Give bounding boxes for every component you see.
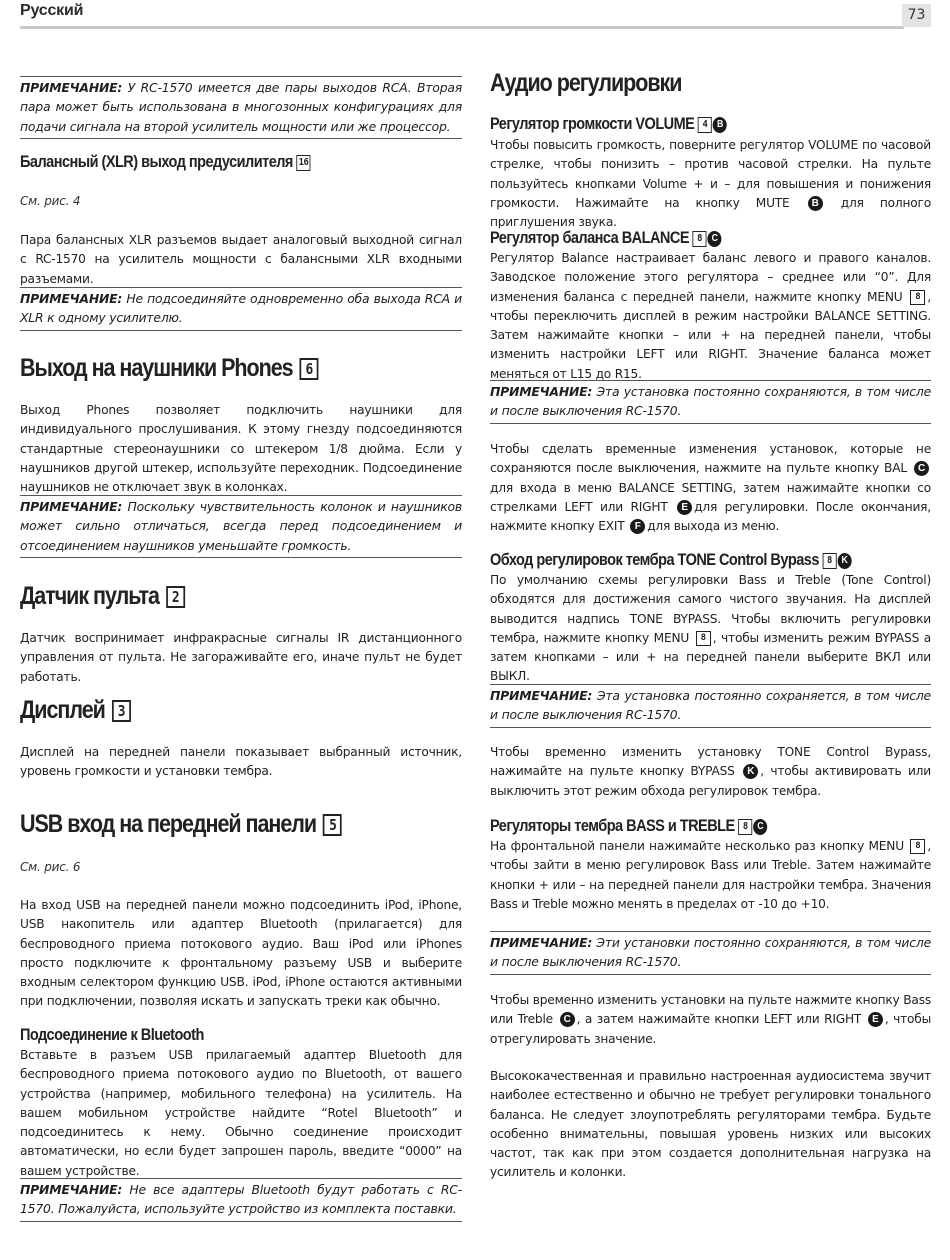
paragraph-sensor: Датчик воспринимает инфракрасные сигналы IR дистанционного управления от пульта. Не загораживайте его, иначе пульт не будет работать. xyxy=(20,631,462,684)
heading-xlr-output: Балансный (XLR) выход предусилителя 16 xyxy=(20,152,409,173)
paragraph-xlr: Пара балансных XLR разъемов выдает аналоговый выходной сигнал с RC-1570 на усилитель мощности с балансными XLR входными разъемами. xyxy=(20,233,462,286)
paragraph-balance: Регулятор Balance настраивает баланс левого и правого каналов. Заводское положение этого регулятора – среднее или “0”. Для изменения баланса с передней панели, нажмите кнопку MENU 8 , чтобы переключить дисплей в режим настройки BALANCE SETTING. Затем нажимайте кнопки – или + на передней панели, чтобы изменить настройки LEFT или RIGHT. Значение баланса может меняться от L15 до R15. xyxy=(490,251,931,381)
circle-key-icon: C xyxy=(560,1012,575,1027)
heading-audio-controls: Аудио регулировки xyxy=(490,69,682,97)
heading-bluetooth: Подсоединение к Bluetooth xyxy=(20,1026,204,1044)
paragraph-bluetooth: Вставьте в разъем USB прилагаемый адаптер Bluetooth для беспроводного приема потокового аудио по Bluetooth, от вашего устройства (например, мобильного телефона) на усилитель. На вашем мобильном устройстве найдите “Rotel Bluetooth” и подсоединитесь к нему. Обычно соединение происходит автоматически, но если будет запрошен пароль, введите “0000” на вашем устройстве. xyxy=(20,1048,462,1178)
heading-usb: USB вход на передней панели 5 xyxy=(20,809,400,839)
caption-xlr: См. рис. 4 xyxy=(20,194,81,208)
badge-icon: 8 xyxy=(910,290,925,305)
heading-display: Дисплей 3 xyxy=(20,695,400,725)
badge-icon: 4 xyxy=(698,117,712,133)
heading-phones: Выход на наушники Phones 6 xyxy=(20,353,400,383)
circle-key-icon: K xyxy=(837,553,851,569)
badge-icon: 3 xyxy=(112,700,131,722)
badge-icon: 8 xyxy=(696,631,711,646)
heading-volume: Регулятор громкости VOLUME 4 B xyxy=(490,114,878,135)
badge-icon: 5 xyxy=(323,814,342,836)
badge-icon: 8 xyxy=(822,553,836,569)
circle-key-icon: E xyxy=(868,1012,883,1027)
heading-balance: Регулятор баланса BALANCE 8 C xyxy=(490,228,878,249)
heading-remote-sensor: Датчик пульта 2 xyxy=(20,581,400,611)
note-rca-outputs: ПРИМЕЧАНИЕ: У RC-1570 имеется две пары выходов RCA. Вторая пара может быть использована в многозонных конфигурациях для подачи сигнала на второй усилитель мощности или же процессор. xyxy=(20,76,462,139)
note-phones: ПРИМЕЧАНИЕ: Поскольку чувствительность колонок и наушников может сильно отличаться, всегда перед подсоединением и отсоединением наушников уменьшайте громкость. xyxy=(20,495,462,558)
circle-key-icon: E xyxy=(677,500,692,515)
heading-bass-treble: Регуляторы тембра BASS и TREBLE 8 C xyxy=(490,816,878,837)
circle-key-icon: F xyxy=(630,519,645,534)
paragraph-volume: Чтобы повысить громкость, поверните регулятор VOLUME по часовой стрелке, чтобы понизить – против часовой стрелки. На пульте пользуйтесь кнопками Volume + и – для повышения и понижения громкости. Нажимайте на кнопку MUTE B для полного приглушения звука. xyxy=(490,138,931,230)
page-number: 73 xyxy=(902,4,931,27)
badge-icon: 8 xyxy=(910,839,925,854)
note-bass-treble: ПРИМЕЧАНИЕ: Эти установки постоянно сохраняются, в том числе и после выключения RC-1570. xyxy=(490,931,931,975)
paragraph-balance-temp: Чтобы сделать временные изменения установок, которые не сохраняются после выключения, нажмите на пульте кнопку BAL C для входа в меню BALANCE SETTING, затем нажимайте кнопки со стрелками LEFT или RIGHT E для регулировки. После окончания, нажмите кнопку EXIT F для выхода из меню. xyxy=(490,442,931,534)
circle-key-icon: K xyxy=(743,764,758,779)
circle-key-icon: B xyxy=(808,196,823,211)
badge-icon: 8 xyxy=(738,819,752,835)
paragraph-bass-treble: На фронтальной панели нажимайте несколько раз кнопку MENU 8 , чтобы зайти в меню регулировок Bass или Treble. Затем нажимайте кнопки + или – на передней панели для настройки тембра. Значения Bass и Treble можно менять в пределах от -10 до +10. xyxy=(490,839,931,911)
header-rule xyxy=(20,26,904,29)
page-header xyxy=(20,0,931,29)
note-xlr: ПРИМЕЧАНИЕ: Не подсоединяйте одновременно оба выхода RCA и XLR к одному усилителю. xyxy=(20,287,462,331)
paragraph-usb: На вход USB на передней панели можно подсоединить iPod, iPhone, USB накопитель или адаптер Bluetooth (прилагается) для беспроводного приема потокового аудио. Ваш iPod или iPhones просто подключите к фронтальному разъему USB и выберите входным селектором функцию USB. iPod, iPhone остаются активными при подключении, позволяя искать и запускать треки как обычно. xyxy=(20,898,462,1009)
paragraph-display: Дисплей на передней панели показывает выбранный источник, уровень громкости и установки тембра. xyxy=(20,745,462,779)
badge-icon: 16 xyxy=(296,155,310,171)
circle-key-icon: B xyxy=(713,117,727,133)
paragraph-tone-bypass: По умолчанию схемы регулировки Bass и Treble (Tone Control) обходятся для достижения самого чистого звучания. На дисплей выводится надпись TONE BYPASS. Чтобы включить регулировки тембра, нажмите кнопку MENU 8 , чтобы изменить режим BYPASS а затем кнопками – или + на передней панели выберите ВКЛ или ВЫКЛ. xyxy=(490,573,931,684)
badge-icon: 2 xyxy=(166,586,185,608)
paragraph-bass-treble-temp: Чтобы временно изменить установки на пульте нажмите кнопку Bass или Treble C , а затем нажимайте кнопки LEFT или RIGHT E , чтобы отрегулировать значение. xyxy=(490,993,931,1046)
circle-key-icon: C xyxy=(914,461,929,476)
caption-usb: См. рис. 6 xyxy=(20,860,81,874)
badge-icon: 8 xyxy=(693,231,707,247)
circle-key-icon: C xyxy=(707,231,721,247)
badge-icon: 6 xyxy=(299,358,318,380)
language-label: Русский xyxy=(20,2,84,19)
circle-key-icon: C xyxy=(753,819,767,835)
paragraph-phones: Выход Phones позволяет подключить наушники для индивидуального прослушивания. К этому гнезду подсоединяются стандартные стереонаушники со штекером 1/8 дюйма. Если у наушников другой штекер, используйте переходник. Подсоединение наушников не отключает звук в колонках. xyxy=(20,403,462,495)
note-bluetooth: ПРИМЕЧАНИЕ: Не все адаптеры Bluetooth будут работать с RC-1570. Пожалуйста, используйте устройство из комплекта поставки. xyxy=(20,1178,462,1222)
note-balance: ПРИМЕЧАНИЕ: Эта установка постоянно сохраняются, в том числе и после выключения RC-1570. xyxy=(490,380,931,424)
paragraph-tone-bypass-temp: Чтобы временно изменить установку TONE Control Bypass, нажимайте на пульте кнопку BYPASS K , чтобы активировать или выключить этот режим обхода регулировок тембра. xyxy=(490,745,931,798)
paragraph-final: Высококачественная и правильно настроенная аудиосистема звучит наиболее естественно и обычно не требует регулировки тонального баланса. Не следует злоупотреблять регуляторами тембра. Будьте особенно внимательны, повышая уровень низких или высоких частот, так как при этом создается дополнительная нагрузка на усилитель и колонки. xyxy=(490,1069,931,1180)
heading-tone-bypass: Обход регулировок тембра TONE Control Bypass 8 K xyxy=(490,550,878,571)
note-tone-bypass: ПРИМЕЧАНИЕ: Эта установка постоянно сохраняется, в том числе и после выключения RC-1570. xyxy=(490,684,931,728)
